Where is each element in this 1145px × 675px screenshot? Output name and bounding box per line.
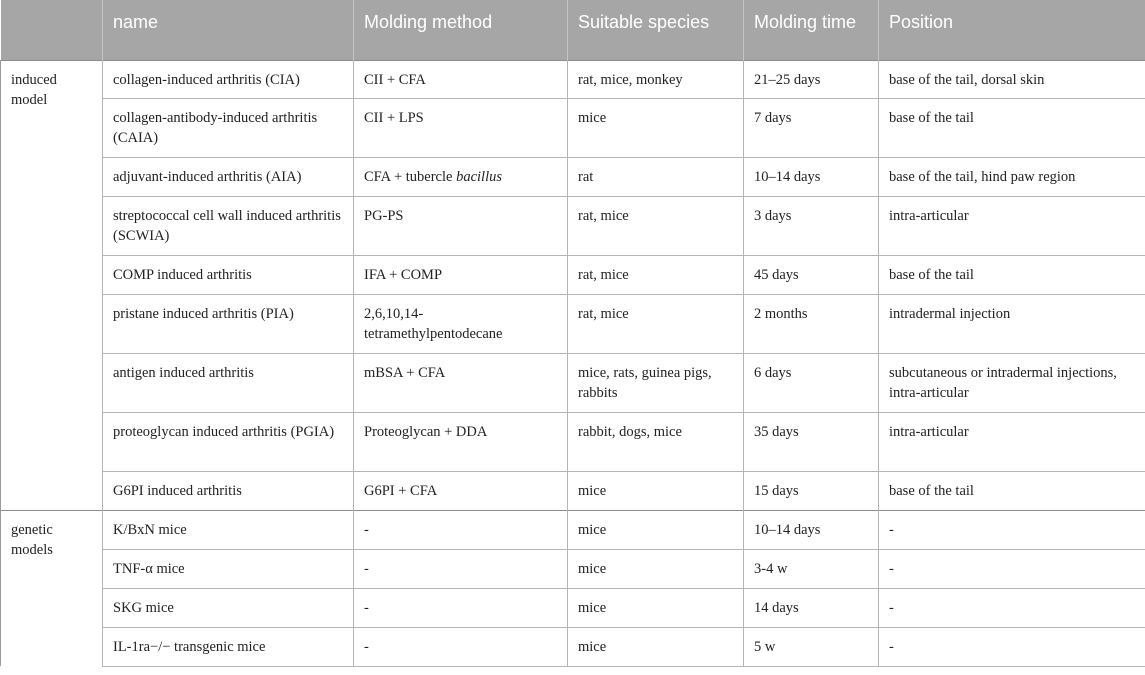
- cell-time: 3 days: [744, 196, 879, 255]
- table-row: [1, 196, 1145, 255]
- cell-time: 15 days: [744, 471, 879, 510]
- cell-species: rat, mice: [568, 294, 744, 353]
- header-cell-position: Position: [879, 0, 1145, 60]
- header-cell-time: Molding time: [744, 0, 879, 60]
- cell-name: COMP induced arthritis: [103, 255, 354, 294]
- cell-species: rabbit, dogs, mice: [568, 412, 744, 471]
- cell-name: streptococcal cell wall induced arthritis (SCWIA): [103, 196, 354, 255]
- cell-position: -: [879, 510, 1145, 549]
- cell-position: base of the tail, dorsal skin: [879, 60, 1145, 98]
- header-row: [1, 0, 1145, 60]
- cell-method-italic: bacillus: [456, 168, 502, 185]
- cell-name: IL-1ra−/− transgenic mice: [103, 627, 354, 666]
- cell-name: pristane induced arthritis (PIA): [103, 294, 354, 353]
- cell-species: mice: [568, 549, 744, 588]
- cell-name: collagen-induced arthritis (CIA): [103, 60, 354, 98]
- cell-time: 3-4 w: [744, 549, 879, 588]
- cell-time: 14 days: [744, 588, 879, 627]
- cell-name: proteoglycan induced arthritis (PGIA): [103, 412, 354, 471]
- header-cell-method: Molding method: [354, 0, 568, 60]
- table-row: [1, 549, 1145, 588]
- group-label-genetic: genetic models: [1, 510, 103, 666]
- cell-time: 35 days: [744, 412, 879, 471]
- header-cell-name: name: [103, 0, 354, 60]
- cell-position: -: [879, 588, 1145, 627]
- cell-species: mice: [568, 627, 744, 666]
- cell-time: 10–14 days: [744, 157, 879, 196]
- cell-time: 5 w: [744, 627, 879, 666]
- table-row: [1, 627, 1145, 666]
- table-row: [1, 353, 1145, 412]
- cell-species: rat, mice: [568, 255, 744, 294]
- table-row: [1, 471, 1145, 510]
- cell-method: -: [354, 588, 568, 627]
- cell-species: rat, mice, monkey: [568, 60, 744, 98]
- cell-method: -: [354, 627, 568, 666]
- table-row: [1, 157, 1145, 196]
- cell-name: G6PI induced arthritis: [103, 471, 354, 510]
- cell-species: mice, rats, guinea pigs, rabbits: [568, 353, 744, 412]
- cell-position: subcutaneous or intradermal injections, intra-articular: [879, 353, 1145, 412]
- cell-name: TNF-α mice: [103, 549, 354, 588]
- cell-method: 2,6,10,14-tetramethylpentodecane: [354, 294, 568, 353]
- table-row: [1, 412, 1145, 471]
- cell-species: mice: [568, 510, 744, 549]
- cell-time: 7 days: [744, 98, 879, 157]
- cell-name: SKG mice: [103, 588, 354, 627]
- cell-method: -: [354, 510, 568, 549]
- cell-time: 45 days: [744, 255, 879, 294]
- cell-time: 2 months: [744, 294, 879, 353]
- cell-method: Proteoglycan + DDA: [354, 412, 568, 471]
- cell-method: IFA + COMP: [354, 255, 568, 294]
- cell-position: intra-articular: [879, 412, 1145, 471]
- cell-time: 10–14 days: [744, 510, 879, 549]
- cell-method: -: [354, 549, 568, 588]
- cell-method: [354, 157, 568, 196]
- cell-name: K/BxN mice: [103, 510, 354, 549]
- cell-time: 6 days: [744, 353, 879, 412]
- cell-position: -: [879, 627, 1145, 666]
- cell-position: intradermal injection: [879, 294, 1145, 353]
- header-cell-category: [1, 0, 103, 60]
- table-row: [1, 588, 1145, 627]
- cell-name: adjuvant-induced arthritis (AIA): [103, 157, 354, 196]
- header-cell-species: Suitable species: [568, 0, 744, 60]
- cell-method: G6PI + CFA: [354, 471, 568, 510]
- cell-time: 21–25 days: [744, 60, 879, 98]
- cell-name: antigen induced arthritis: [103, 353, 354, 412]
- cell-species: mice: [568, 98, 744, 157]
- cell-position: base of the tail: [879, 98, 1145, 157]
- cell-position: base of the tail: [879, 471, 1145, 510]
- cell-method-text: CFA + tubercle: [364, 168, 457, 185]
- cell-name: collagen-antibody-induced arthritis (CAIA): [103, 98, 354, 157]
- cell-species: rat: [568, 157, 744, 196]
- cell-method: CII + CFA: [354, 60, 568, 98]
- cell-position: intra-articular: [879, 196, 1145, 255]
- cell-species: rat, mice: [568, 196, 744, 255]
- table-row: [1, 294, 1145, 353]
- cell-position: base of the tail, hind paw region: [879, 157, 1145, 196]
- cell-species: mice: [568, 588, 744, 627]
- table-row: [1, 255, 1145, 294]
- cell-method: PG-PS: [354, 196, 568, 255]
- table-row: [1, 510, 1145, 549]
- cell-method: mBSA + CFA: [354, 353, 568, 412]
- cell-position: base of the tail: [879, 255, 1145, 294]
- cell-position: -: [879, 549, 1145, 588]
- group-label-induced: induced model: [1, 60, 103, 510]
- cell-method: CII + LPS: [354, 98, 568, 157]
- cell-species: mice: [568, 471, 744, 510]
- table-row: [1, 60, 1145, 98]
- table-row: [1, 98, 1145, 157]
